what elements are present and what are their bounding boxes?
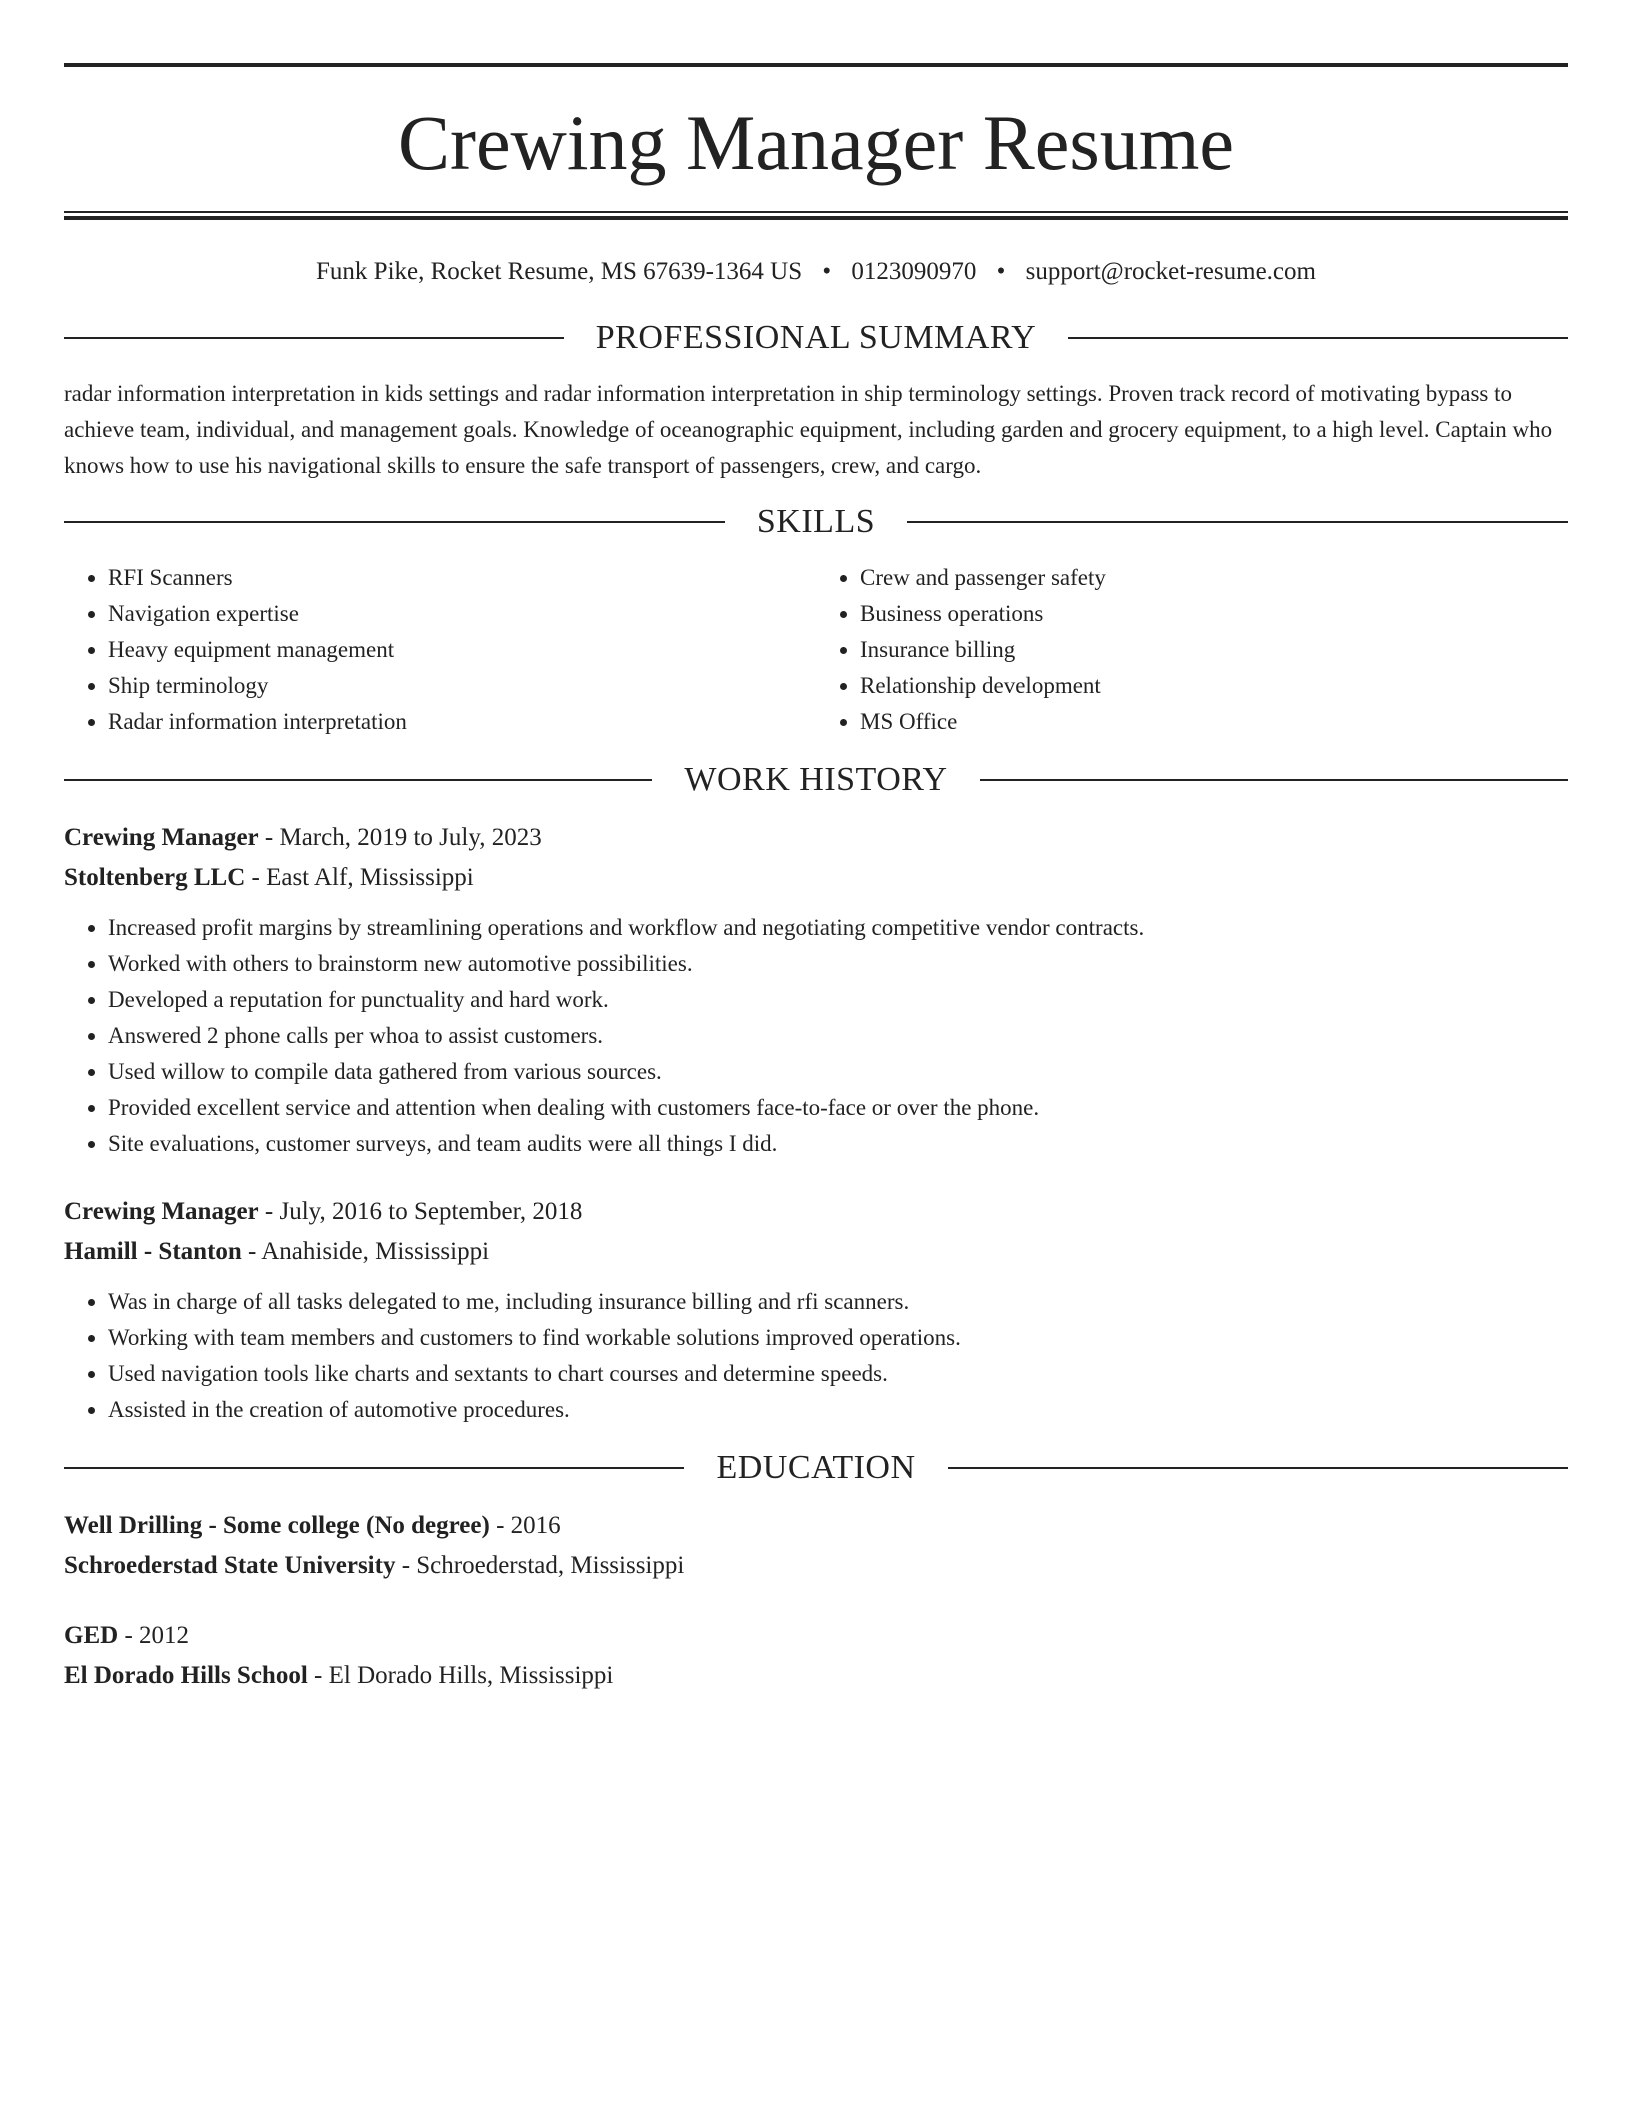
contact-address: Funk Pike, Rocket Resume, MS 67639-1364 US [316, 258, 803, 285]
skill-item: • Ship terminology [108, 668, 816, 704]
education-location: - Schroederstad, Mississippi [395, 1552, 685, 1579]
heading-rule [64, 521, 725, 523]
contact-separator: • [822, 258, 832, 285]
skills-column-left [64, 560, 816, 740]
education-heading-label: EDUCATION [716, 1449, 916, 1486]
job-company-line [64, 1232, 1568, 1272]
skills-column-right [816, 560, 1568, 740]
job-bullet: • Worked with others to brainstorm new automotive possibilities. [108, 946, 1568, 982]
heading-rule [64, 337, 564, 339]
education-degree-line [64, 1616, 1568, 1656]
skill-item: • Radar information interpretation [108, 704, 816, 740]
job-title: Crewing Manager [64, 824, 259, 851]
job-location: - Anahiside, Mississippi [241, 1238, 490, 1265]
skill-item: • RFI Scanners [108, 560, 816, 596]
job-bullets [64, 1284, 1568, 1428]
contact-line [64, 256, 1568, 288]
education-year: - 2012 [118, 1622, 190, 1649]
skill-item: • Insurance billing [860, 632, 1568, 668]
heading-rule [64, 779, 652, 781]
education-school: El Dorado Hills School [64, 1662, 308, 1689]
title-double-rule [64, 211, 1568, 220]
job-bullet: • Site evaluations, customer surveys, and team audits were all things I did. [108, 1126, 1568, 1162]
skills-heading [64, 500, 1568, 544]
contact-email: support@rocket-resume.com [1025, 258, 1316, 285]
heading-rule [1068, 337, 1568, 339]
job-bullets [64, 910, 1568, 1162]
job-bullet: • Provided excellent service and attention when dealing with customers face-to-face or over the phone. [108, 1090, 1568, 1126]
job-title-line [64, 818, 1568, 858]
job-company-line [64, 858, 1568, 898]
heading-rule [948, 1467, 1568, 1469]
education-year: - 2016 [489, 1512, 561, 1539]
skill-item: • Navigation expertise [108, 596, 816, 632]
skill-item: • Crew and passenger safety [860, 560, 1568, 596]
summary-text: radar information interpretation in kids settings and radar information interpretation in ship terminology settings. Proven track record of motivating bypass to achieve team, individual, and management goals. Knowledge of oceanographic equipment, including garden and grocery equipment, to a high level. Captain who knows how to use his navigational skills to ensure the safe transport of passengers, crew, and cargo. [64, 381, 1553, 478]
education-degree-line [64, 1506, 1568, 1546]
education-entry [64, 1616, 1568, 1696]
skill-item: • Business operations [860, 596, 1568, 632]
job-dates: - March, 2019 to July, 2023 [258, 824, 542, 851]
job-bullet: • Used willow to compile data gathered from various sources. [108, 1054, 1568, 1090]
job-title: Crewing Manager [64, 1198, 259, 1225]
job-bullet: • Used navigation tools like charts and sextants to chart courses and determine speeds. [108, 1356, 1568, 1392]
resume-title: Crewing Manager Resume [397, 99, 1235, 186]
education-school-line [64, 1546, 1568, 1586]
education-degree: Well Drilling - Some college (No degree) [64, 1512, 490, 1539]
job-bullet: • Assisted in the creation of automotive procedures. [108, 1392, 1568, 1428]
work-heading-label: WORK HISTORY [684, 761, 948, 798]
education-entry [64, 1506, 1568, 1586]
education-heading [64, 1446, 1568, 1490]
skill-item: • Heavy equipment management [108, 632, 816, 668]
education-location: - El Dorado Hills, Mississippi [307, 1662, 614, 1689]
job-location: - East Alf, Mississippi [245, 864, 474, 891]
resume-page [64, 0, 1568, 1696]
skill-item: • MS Office [860, 704, 1568, 740]
job-dates: - July, 2016 to September, 2018 [258, 1198, 583, 1225]
job-bullet: • Developed a reputation for punctuality and hard work. [108, 982, 1568, 1018]
skill-item: • Relationship development [860, 668, 1568, 704]
job-bullet: • Answered 2 phone calls per whoa to assist customers. [108, 1018, 1568, 1054]
job-company: Hamill - Stanton [64, 1238, 242, 1265]
summary-heading [64, 316, 1568, 360]
contact-phone: 0123090970 [851, 258, 977, 285]
summary-heading-label: PROFESSIONAL SUMMARY [595, 319, 1037, 356]
heading-rule [907, 521, 1568, 523]
job-bullet: • Increased profit margins by streamlining operations and workflow and negotiating competitive vendor contracts. [108, 910, 1568, 946]
job-bullet: • Was in charge of all tasks delegated to me, including insurance billing and rfi scanners. [108, 1284, 1568, 1320]
skills-heading-label: SKILLS [756, 503, 876, 540]
heading-rule [64, 1467, 684, 1469]
heading-rule [980, 779, 1568, 781]
job-entry [64, 818, 1568, 1162]
job-entry [64, 1192, 1568, 1428]
skills-list [64, 560, 1568, 740]
contact-separator: • [996, 258, 1006, 285]
work-heading [64, 758, 1568, 802]
job-company: Stoltenberg LLC [64, 864, 246, 891]
education-school-line [64, 1656, 1568, 1696]
job-bullet: • Working with team members and customers to find workable solutions improved operations. [108, 1320, 1568, 1356]
job-title-line [64, 1192, 1568, 1232]
education-school: Schroederstad State University [64, 1552, 396, 1579]
top-rule [64, 63, 1568, 67]
education-degree: GED [64, 1622, 119, 1649]
